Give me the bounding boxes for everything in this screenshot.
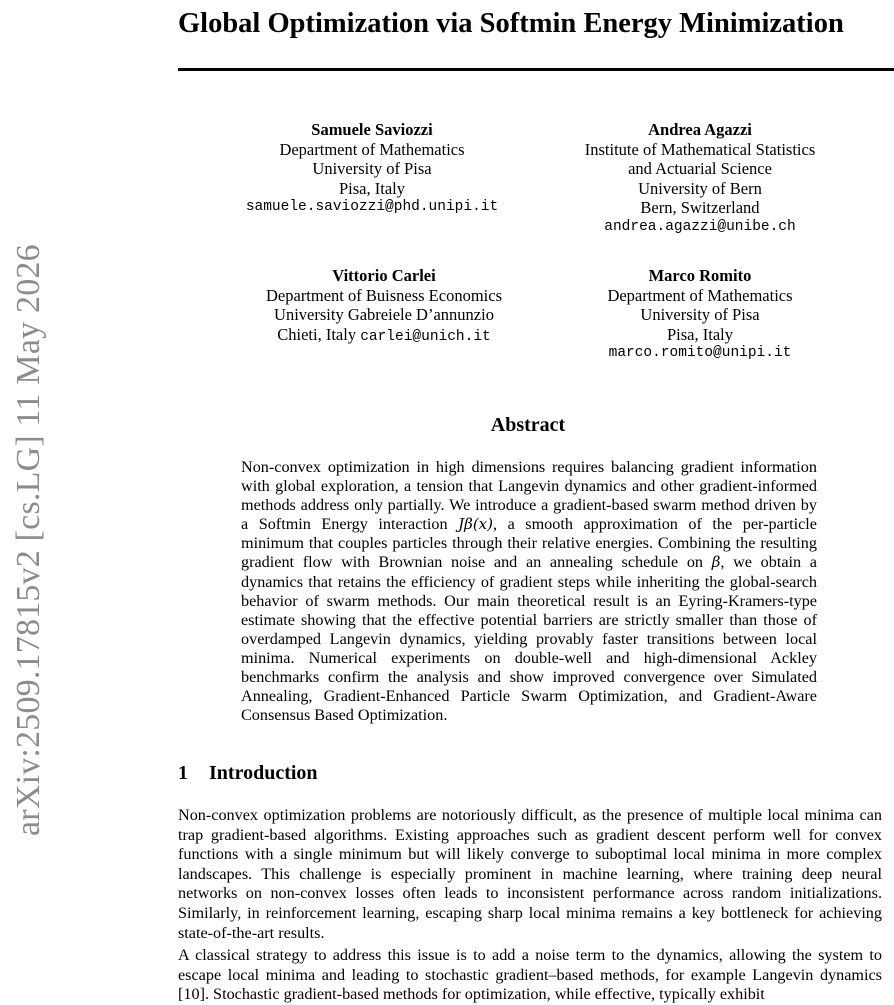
author-affiliation-line: Department of Mathematics [607, 285, 793, 305]
author-affiliation-line: Pisa, Italy [667, 324, 733, 344]
author-name: Marco Romito [648, 266, 752, 285]
abstract-text-part: Non-convex optimization in high dimensions requires balancing gradient information with global exploration, a tension that Langevin dynamics and other gradient-informed methods address only partially. We introduce a gradient-based swarm method driven by a Softmin Energy interaction [241, 458, 817, 534]
author-name: Vittorio Carlei [332, 266, 436, 285]
author-block [560, 120, 840, 238]
abstract-heading: Abstract [490, 414, 566, 436]
section-number: 1 [178, 762, 188, 784]
author-affiliation-line: Pisa, Italy [339, 178, 405, 198]
author-affiliation-line: Department of Buisness Economics [266, 285, 502, 305]
author-affiliation-line: University Gabreiele D’annunzio [274, 305, 494, 325]
author-affiliation-line: University of Bern [638, 178, 762, 198]
author-block [228, 266, 540, 347]
author-affiliation-line: Department of Mathematics [279, 139, 465, 159]
author-name: Andrea Agazzi [648, 120, 752, 139]
author-email: marco.romito@unipi.it [608, 345, 792, 362]
intro-paragraph: A classical strategy to address this issue is to add a noise term to the dynamics, allowing the system to escape local minima and leading to stochastic gradient–based methods, for example Langevin dynamics [10]. Stochastic gradient-based methods for optimization, while effective, typically exhibit [178, 946, 882, 1004]
abstract-text-part: , a smooth approximation of the per-particle minimum that couples particles through their relative energies. Combining the resulting gradient flow with Brownian noise and an annealing schedule on [241, 515, 817, 572]
author-location: Chieti, Italy [277, 324, 357, 344]
title-rule [178, 68, 894, 71]
abstract-text-part: , we obtain a dynamics that retains the efficiency of gradient steps while inheriting the global-search behavior of swarm methods. Our main theoretical result is an Eyring-Kramers-type estimate showing that the effective potential barriers are strictly smaller than those of overdamped Langevin dynamics, yielding provably faster transitions between local minima. Numerical experiments on double-well and high-dimensional Ackley benchmarks confirm the analysis and show improved convergence over Simulated Annealing, Gradient-Enhanced Particle Swarm Optimization, and Gradient-Aware Consensus Based Optimization. [241, 553, 817, 725]
beta-symbol: β [711, 553, 721, 572]
paper-title: Global Optimization via Softmin Energy Minimization [178, 8, 844, 39]
author-affiliation-line: and Actuarial Science [628, 159, 772, 179]
author-email: carlei@unich.it [360, 328, 491, 345]
author-name: Samuele Saviozzi [311, 120, 433, 139]
section-title: Introduction [209, 762, 318, 784]
author-block [570, 266, 830, 364]
section-heading [178, 762, 318, 785]
arxiv-identifier-stamp: arXiv:2509.17815v2 [cs.LG] 11 May 2026 [10, 244, 47, 836]
abstract-text [241, 458, 817, 725]
author-affiliation-line: University of Pisa [312, 159, 432, 179]
author-email: samuele.saviozzi@phd.unipi.it [245, 199, 499, 216]
author-affiliation-line: Bern, Switzerland [640, 198, 760, 218]
author-affiliation-line [228, 325, 540, 348]
intro-paragraph: Non-convex optimization problems are notoriously difficult, as the presence of multiple local minima can trap gradient-based algorithms. Existing approaches such as gradient descent perform well for convex functions with a single minimum but will likely converge to suboptimal local minima in more complex landscapes. This challenge is especially prominent in machine learning, where training deep neural networks on non-convex losses often leads to inconsistent performance across random initializations. Similarly, in reinforcement learning, escaping sharp local minima remains a key bottleneck for achieving state-of-the-art results. [178, 806, 882, 942]
author-affiliation-line: University of Pisa [640, 305, 760, 325]
author-block [228, 120, 516, 218]
softmin-energy-symbol: Jβ(x) [458, 515, 493, 534]
author-email: andrea.agazzi@unibe.ch [604, 218, 796, 235]
author-affiliation-line: Institute of Mathematical Statistics [584, 139, 816, 159]
